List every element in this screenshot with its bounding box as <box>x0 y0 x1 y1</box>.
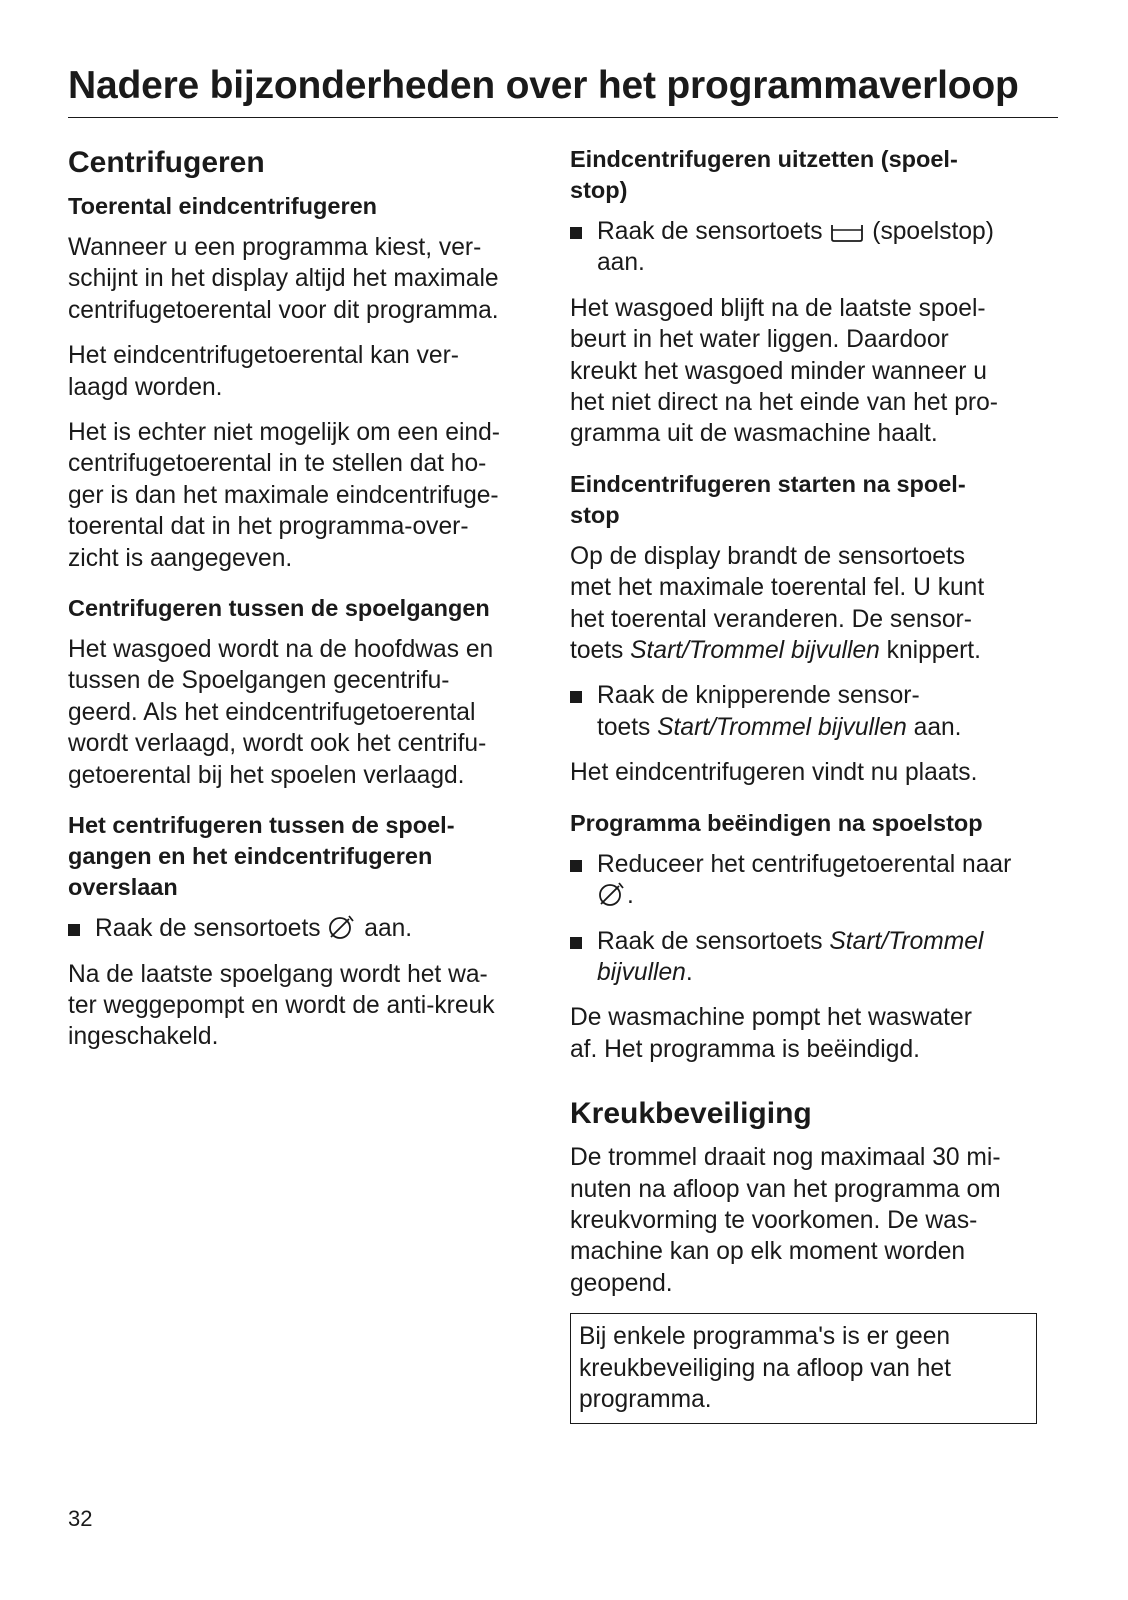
subheading-tussen-spoelgangen: Centrifugeren tussen de spoelgangen <box>68 595 490 622</box>
left-column <box>68 144 548 1053</box>
instruction-bullet: Raak de sensortoets Start/Trommel bijvullen. <box>570 926 1054 989</box>
paragraph: Het wasgoed wordt na de hoofdwas en tussen de Spoelgangen gecentrifu- geerd. Als het eindcentrifugetoerental wordt verlaagd, wordt ook het centrifu- getoerental bij het spoelen verlaagd. <box>68 636 494 789</box>
right-column <box>570 144 1054 1424</box>
no-spin-icon <box>597 881 627 907</box>
no-spin-icon <box>327 914 357 940</box>
page-title: Nadere bijzonderheden over het programmaverloop <box>68 64 1019 107</box>
instruction-bullet: Raak de knipperende sensor- toets Start/Trommel bijvullen aan. <box>570 680 1054 743</box>
section-heading-kreukbeveiliging: Kreukbeveiliging <box>570 1097 812 1131</box>
paragraph: Het is echter niet mogelijk om een eind- centrifugetoerental in te stellen dat ho- ger is dan het maximale eindcentrifuge- toerental dat in het programma-over- zicht is aangegeven. <box>68 419 500 572</box>
subheading-starten: Eindcentrifugeren starten na spoel- stop <box>570 470 966 528</box>
bullet-square-icon <box>570 227 582 239</box>
subheading-toerental: Toerental eindcentrifugeren <box>68 193 378 219</box>
paragraph: Het wasgoed blijft na de laatste spoel- beurt in het water liggen. Daardoor kreukt het wasgoed minder wanneer u het niet direct na het einde van het pro- gramma uit de wasmachine haalt. <box>570 294 998 448</box>
paragraph: De trommel draait nog maximaal 30 mi- nuten na afloop van het programma om kreukvorming te voorkomen. De was- machine kan op elk moment worden geopend. <box>570 1144 1001 1297</box>
subheading-uitzetten: Eindcentrifugeren uitzetten (spoel- stop) <box>570 146 958 203</box>
bullet-square-icon <box>570 860 582 872</box>
paragraph: Wanneer u een programma kiest, ver- schijnt in het display altijd het maximale centrifugetoerental voor dit programma. <box>68 234 499 324</box>
bullet-square-icon <box>570 691 582 703</box>
bullet-square-icon <box>68 924 80 936</box>
page-number: 32 <box>68 1506 93 1531</box>
instruction-bullet: Raak de sensortoets aan. <box>68 913 548 944</box>
instruction-bullet: Raak de sensortoets (spoelstop) aan. <box>570 216 1054 279</box>
paragraph: Het eindcentrifugetoerental kan ver- laagd worden. <box>68 342 459 401</box>
instruction-bullet: Reduceer het centrifugetoerental naar . <box>570 849 1054 912</box>
paragraph: Na de laatste spoelgang wordt het wa- ter weggepompt en wordt de anti-kreuk ingeschakeld. <box>68 960 495 1051</box>
paragraph: Op de display brandt de sensortoets met het maximale toerental fel. U kunt het toerental veranderen. De sensor- toets Start/Trommel bijvullen knippert. <box>570 542 985 665</box>
rinse-hold-icon <box>829 221 865 243</box>
bullet-square-icon <box>570 937 582 949</box>
note-box: Bij enkele programma's is er geen kreukbeveiliging na afloop van het programma. <box>570 1313 1037 1424</box>
section-heading-centrifugeren: Centrifugeren <box>68 146 265 179</box>
subheading-beeindigen: Programma beëindigen na spoelstop <box>570 809 983 836</box>
subheading-overslaan: Het centrifugeren tussen de spoel- gangen en het eindcentrifugeren overslaan <box>68 812 455 901</box>
title-divider <box>68 117 1058 118</box>
paragraph: De wasmachine pompt het waswater af. Het programma is beëindigd. <box>570 1004 972 1063</box>
paragraph: Het eindcentrifugeren vindt nu plaats. <box>570 759 978 787</box>
